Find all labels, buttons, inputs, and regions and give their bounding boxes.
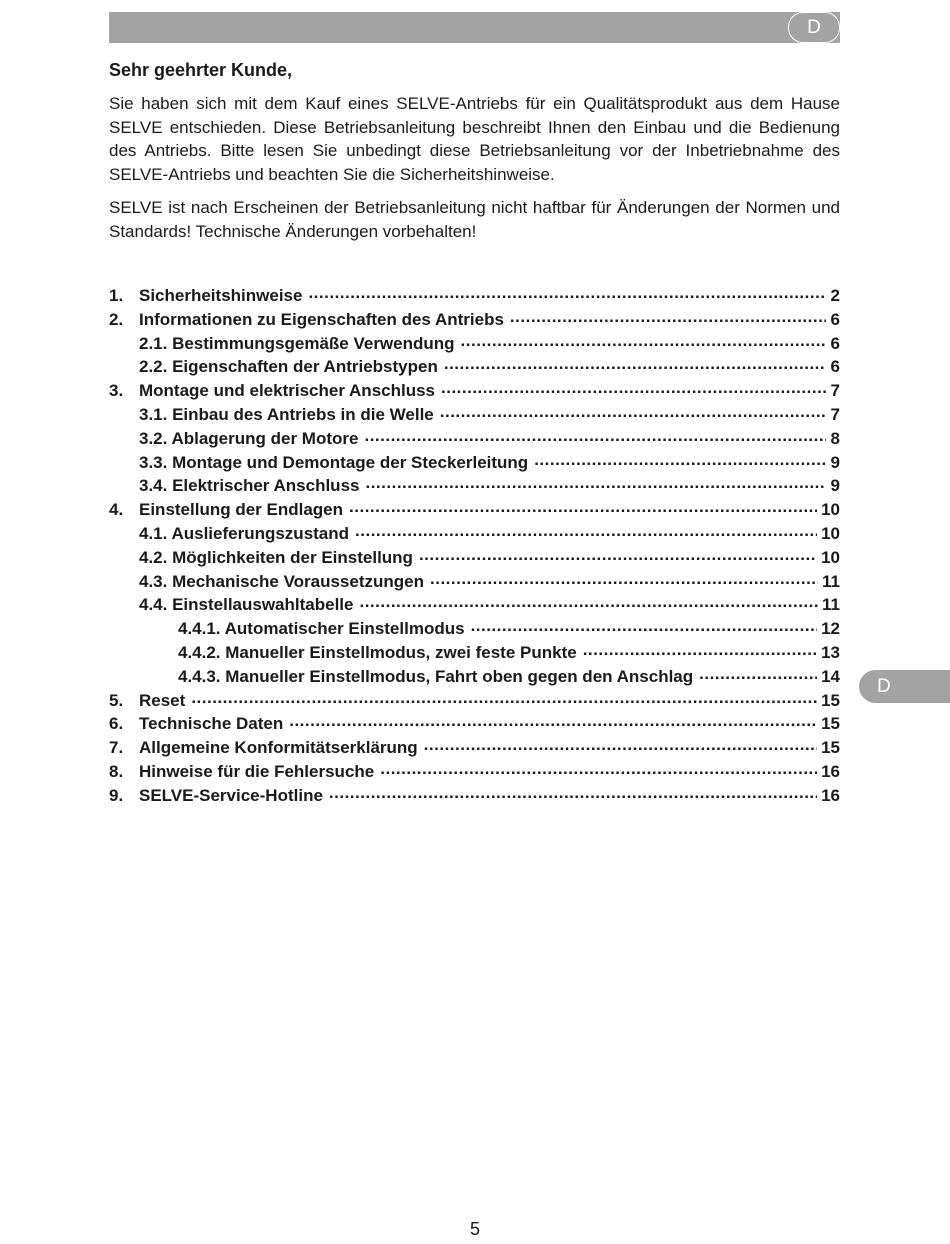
toc-entry[interactable]: [109, 474, 840, 498]
toc-leader-dots: [308, 286, 826, 306]
toc-entry-page: 7: [830, 404, 840, 424]
toc-entry-number: 2.: [109, 309, 124, 329]
toc-entry[interactable]: [109, 427, 840, 451]
toc-entry-title: Montage und elektrischer Anschluss: [139, 381, 435, 401]
toc-leader-dots: [355, 524, 817, 544]
intro-paragraph: Sie haben sich mit dem Kauf eines SELVE-Antriebs für ein Qualitätsprodukt aus dem Hause SELVE entschieden. Diese Betriebsanleitung beschreibt Ihnen den Einbau und die Bedienung des Antriebs. Bitte lesen Sie unbedingt diese Betriebsanleitung vor der Inbetriebnahme des SELVE-Antriebs und beachten Sie die Sicherheitshinweise.: [109, 94, 840, 184]
toc-entry-page: 10: [821, 547, 840, 567]
toc-entry-number: 5.: [109, 690, 124, 710]
toc-entry[interactable]: [109, 712, 840, 736]
toc-entry-page: 6: [830, 309, 840, 329]
toc-entry[interactable]: [109, 403, 840, 427]
toc-entry[interactable]: [109, 379, 840, 403]
toc-entry-page: 6: [830, 357, 840, 377]
toc-entry-page: 14: [821, 666, 840, 686]
toc-leader-dots: [380, 762, 817, 782]
disclaimer-paragraph: SELVE ist nach Erscheinen der Betriebsanleitung nicht haftbar für Änderungen der Normen und Standards! Technische Änderungen vorbehalten!: [109, 198, 840, 241]
toc-entry-title: 3.2. Ablagerung der Motore: [139, 428, 359, 448]
toc-entry-number: 9.: [109, 785, 124, 805]
toc-entry[interactable]: [109, 284, 840, 308]
toc-entry[interactable]: [109, 736, 840, 760]
toc-entry[interactable]: [109, 451, 840, 475]
toc-entry-title: 3.4. Elektrischer Anschluss: [139, 476, 360, 496]
toc-entry-page: 7: [830, 381, 840, 401]
toc-entry-title: Sicherheitshinweise: [139, 286, 303, 305]
toc-entry[interactable]: [109, 689, 840, 713]
toc-entry-number: 3.: [109, 381, 124, 401]
toc-entry-page: 11: [822, 571, 840, 591]
toc-entry-page: 6: [830, 333, 840, 353]
toc-leader-dots: [440, 405, 826, 425]
toc-leader-dots: [419, 548, 817, 568]
toc-entry-page: 16: [821, 761, 840, 781]
page-number: 5: [469, 1219, 480, 1239]
table-of-contents: [109, 284, 840, 808]
toc-leader-dots: [583, 643, 817, 663]
toc-entry[interactable]: [109, 570, 840, 594]
toc-entry-page: 9: [830, 476, 840, 496]
toc-entry-page: 15: [821, 738, 840, 758]
toc-leader-dots: [191, 690, 817, 710]
toc-entry[interactable]: [109, 593, 840, 617]
toc-entry-page: 15: [821, 690, 840, 710]
toc-entry-title: 3.1. Einbau des Antriebs in die Welle: [139, 404, 434, 424]
toc-leader-dots: [461, 333, 826, 353]
toc-leader-dots: [444, 357, 826, 377]
toc-leader-dots: [349, 500, 817, 520]
toc-entry-title: 4.4.3. Manueller Einstellmodus, Fahrt oben gegen den Anschlag: [178, 666, 694, 686]
toc-entry-title: 2.1. Bestimmungsgemäße Verwendung: [139, 333, 455, 353]
toc-entry-number: 1.: [109, 286, 124, 305]
toc-entry-title: Allgemeine Konformitätserklärung: [139, 738, 418, 758]
toc-leader-dots: [424, 738, 817, 758]
toc-entry-title: 4.1. Auslieferungszustand: [139, 523, 350, 543]
toc-leader-dots: [471, 619, 818, 639]
toc-entry-title: SELVE-Service-Hotline: [139, 785, 323, 805]
toc-entry-page: 13: [821, 642, 840, 662]
toc-entry-page: 9: [830, 452, 840, 472]
toc-entry[interactable]: [109, 546, 840, 570]
toc-entry-title: 4.4.1. Automatischer Einstellmodus: [178, 619, 465, 639]
toc-entry-number: 4.: [109, 500, 124, 520]
toc-entry-number: 7.: [109, 738, 124, 758]
toc-entry-page: 10: [821, 500, 840, 520]
toc-entry-page: 12: [821, 619, 840, 639]
toc-entry-title: Technische Daten: [139, 714, 284, 734]
greeting-heading: Sehr geehrter Kunde,: [109, 60, 293, 80]
toc-entry[interactable]: [109, 760, 840, 784]
toc-entry[interactable]: [109, 308, 840, 332]
toc-entry[interactable]: [109, 784, 840, 808]
toc-entry[interactable]: [109, 498, 840, 522]
toc-entry-title: 2.2. Eigenschaften der Antriebstypen: [139, 357, 438, 377]
toc-entry[interactable]: [109, 355, 840, 379]
toc-entry[interactable]: [109, 332, 840, 356]
toc-entry-number: 8.: [109, 761, 124, 781]
toc-leader-dots: [364, 429, 826, 449]
language-side-tab[interactable]: D: [859, 670, 950, 703]
toc-entry[interactable]: [109, 617, 840, 641]
toc-leader-dots: [510, 310, 826, 330]
toc-entry-page: 15: [821, 714, 840, 734]
toc-leader-dots: [365, 476, 826, 496]
toc-entry-title: 4.3. Mechanische Voraussetzungen: [139, 571, 424, 591]
toc-entry[interactable]: [109, 522, 840, 546]
toc-entry-title: Einstellung der Endlagen: [139, 500, 344, 520]
toc-leader-dots: [359, 595, 818, 615]
toc-entry[interactable]: [109, 641, 840, 665]
toc-entry-page: 8: [830, 428, 840, 448]
toc-entry-number: 6.: [109, 714, 124, 734]
header-bar: [109, 12, 840, 43]
toc-leader-dots: [441, 381, 826, 401]
intro-section: [109, 58, 840, 253]
toc-leader-dots: [289, 714, 817, 734]
toc-entry-title: 4.4.2. Manueller Einstellmodus, zwei feste Punkte: [178, 642, 577, 662]
toc-entry-title: 3.3. Montage und Demontage der Steckerleitung: [139, 452, 529, 472]
toc-leader-dots: [699, 667, 817, 687]
toc-entry-title: Hinweise für die Fehlersuche: [139, 761, 375, 781]
toc-leader-dots: [430, 571, 818, 591]
toc-leader-dots: [329, 786, 817, 806]
toc-entry-page: 2: [830, 286, 840, 305]
toc-entry-page: 11: [822, 595, 840, 615]
toc-entry-page: 10: [821, 523, 840, 543]
toc-entry-title: 4.2. Möglichkeiten der Einstellung: [139, 547, 413, 567]
toc-entry-page: 16: [821, 785, 840, 805]
toc-leader-dots: [534, 452, 826, 472]
toc-entry-title: 4.4. Einstellauswahltabelle: [139, 595, 354, 615]
toc-entry-title: Reset: [139, 690, 186, 710]
toc-entry[interactable]: [109, 665, 840, 689]
toc-entry-title: Informationen zu Eigenschaften des Antriebs: [139, 309, 504, 329]
language-badge: D: [788, 12, 840, 43]
